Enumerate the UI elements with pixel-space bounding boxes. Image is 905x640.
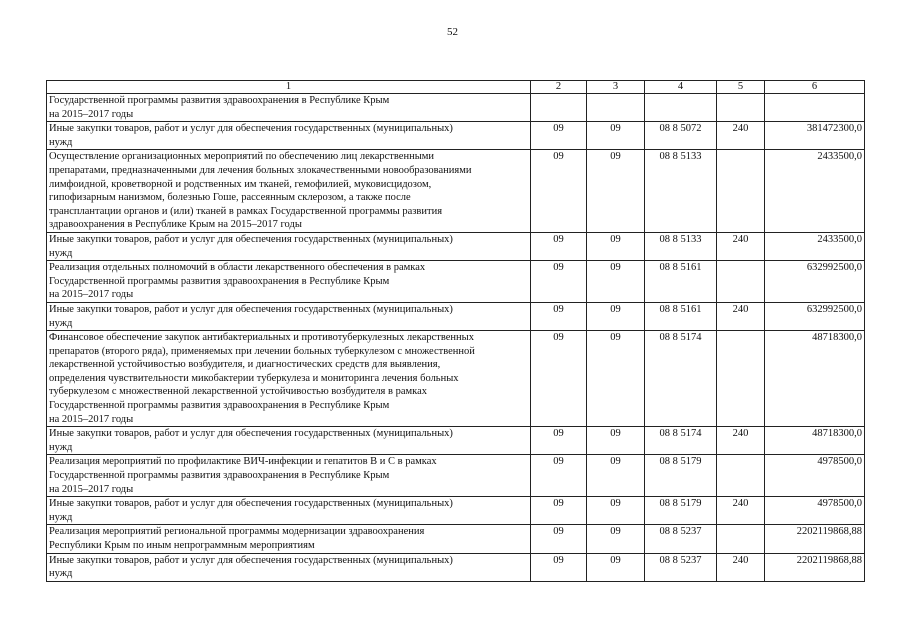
header-col-6: 6 — [765, 81, 865, 94]
row-subsection-cell: 09 — [587, 497, 645, 525]
row-name-cell: Осуществление организационных мероприятий по обеспечению лиц лекарственными препаратами, предназначенными для лечения больных злокачественными новообразованиями лимфоидной, кроветворной и родственных им тканей, гемофилией, муковисцидозом, гипофизарным нанизмом, болезнью Гоше, рассеянным склерозом, а также после трансплантации органов и (или) тканей в рамках Государственной программы развития здравоохранения в Республике Крым на 2015–2017 годы — [47, 150, 531, 233]
table-row — [47, 455, 865, 497]
row-name-cell: Иные закупки товаров, работ и услуг для обеспечения государственных (муниципальных) нужд — [47, 427, 531, 455]
row-name-cell: Иные закупки товаров, работ и услуг для обеспечения государственных (муниципальных) нужд — [47, 302, 531, 330]
row-amount-cell: 2202119868,88 — [765, 553, 865, 581]
row-amount-cell: 632992500,0 — [765, 302, 865, 330]
row-amount-cell: 48718300,0 — [765, 427, 865, 455]
row-subsection-cell: 09 — [587, 455, 645, 497]
row-subsection-cell: 09 — [587, 302, 645, 330]
row-type-cell — [717, 94, 765, 122]
row-section-cell: 09 — [531, 150, 587, 233]
row-amount-cell: 381472300,0 — [765, 122, 865, 150]
row-type-cell: 240 — [717, 497, 765, 525]
row-section-cell: 09 — [531, 525, 587, 553]
row-subsection-cell: 09 — [587, 553, 645, 581]
row-section-cell — [531, 94, 587, 122]
row-subsection-cell: 09 — [587, 122, 645, 150]
row-name-cell: Иные закупки товаров, работ и услуг для обеспечения государственных (муниципальных) нужд — [47, 232, 531, 260]
row-target-cell: 08 8 5237 — [645, 553, 717, 581]
row-subsection-cell: 09 — [587, 525, 645, 553]
table-row — [47, 302, 865, 330]
header-col-1: 1 — [47, 81, 531, 94]
row-target-cell: 08 8 5179 — [645, 455, 717, 497]
row-name-cell: Реализация отдельных полномочий в области лекарственного обеспечения в рамках Государственной программы развития здравоохранения в Республике Крым на 2015–2017 годы — [47, 261, 531, 303]
row-target-cell: 08 8 5161 — [645, 302, 717, 330]
row-section-cell: 09 — [531, 497, 587, 525]
header-col-3: 3 — [587, 81, 645, 94]
row-section-cell: 09 — [531, 232, 587, 260]
row-section-cell: 09 — [531, 553, 587, 581]
budget-table — [46, 80, 865, 582]
row-section-cell: 09 — [531, 427, 587, 455]
row-section-cell: 09 — [531, 455, 587, 497]
row-subsection-cell: 09 — [587, 331, 645, 427]
row-type-cell — [717, 150, 765, 233]
row-name-cell: Иные закупки товаров, работ и услуг для обеспечения государственных (муниципальных) нужд — [47, 497, 531, 525]
row-name-cell: Государственной программы развития здравоохранения в Республике Крым на 2015–2017 годы — [47, 94, 531, 122]
row-target-cell: 08 8 5179 — [645, 497, 717, 525]
row-target-cell — [645, 94, 717, 122]
row-target-cell: 08 8 5133 — [645, 150, 717, 233]
row-amount-cell: 2433500,0 — [765, 150, 865, 233]
row-type-cell: 240 — [717, 232, 765, 260]
header-col-4: 4 — [645, 81, 717, 94]
row-name-cell: Реализация мероприятий региональной программы модернизации здравоохранения Республики Крым по иным непрограммным мероприятиям — [47, 525, 531, 553]
row-subsection-cell: 09 — [587, 150, 645, 233]
row-type-cell: 240 — [717, 302, 765, 330]
table-row — [47, 232, 865, 260]
row-target-cell: 08 8 5174 — [645, 331, 717, 427]
table-row — [47, 94, 865, 122]
table-row — [47, 331, 865, 427]
table-row — [47, 525, 865, 553]
row-amount-cell: 2433500,0 — [765, 232, 865, 260]
table-row — [47, 553, 865, 581]
table-row — [47, 261, 865, 303]
row-subsection-cell: 09 — [587, 232, 645, 260]
row-target-cell: 08 8 5161 — [645, 261, 717, 303]
row-target-cell: 08 8 5174 — [645, 427, 717, 455]
page-number: 52 — [447, 26, 458, 38]
row-section-cell: 09 — [531, 122, 587, 150]
row-type-cell — [717, 331, 765, 427]
row-amount-cell: 4978500,0 — [765, 455, 865, 497]
row-type-cell — [717, 455, 765, 497]
header-col-2: 2 — [531, 81, 587, 94]
row-type-cell — [717, 261, 765, 303]
row-amount-cell — [765, 94, 865, 122]
row-name-cell: Иные закупки товаров, работ и услуг для обеспечения государственных (муниципальных) нужд — [47, 553, 531, 581]
row-subsection-cell — [587, 94, 645, 122]
row-subsection-cell: 09 — [587, 427, 645, 455]
table-row — [47, 427, 865, 455]
row-target-cell: 08 8 5072 — [645, 122, 717, 150]
header-row — [47, 81, 865, 94]
row-subsection-cell: 09 — [587, 261, 645, 303]
table-row — [47, 150, 865, 233]
row-name-cell: Финансовое обеспечение закупок антибактериальных и противотуберкулезных лекарственных препаратов (второго ряда), применяемых при лечении больных туберкулезом с множественной лекарственной устойчивостью возбудителя, и диагностических средств для выявления, определения чувствительности микобактерии туберкулеза и мониторинга лечения больных туберкулезом с множественной лекарственной устойчивостью возбудителя в рамках Государственной программы развития здравоохранения в Республике Крым на 2015–2017 годы — [47, 331, 531, 427]
header-col-5: 5 — [717, 81, 765, 94]
row-target-cell: 08 8 5237 — [645, 525, 717, 553]
row-name-cell: Иные закупки товаров, работ и услуг для обеспечения государственных (муниципальных) нужд — [47, 122, 531, 150]
row-section-cell: 09 — [531, 302, 587, 330]
row-target-cell: 08 8 5133 — [645, 232, 717, 260]
table-row — [47, 497, 865, 525]
table-body — [47, 94, 865, 582]
row-amount-cell: 48718300,0 — [765, 331, 865, 427]
row-type-cell — [717, 525, 765, 553]
row-type-cell: 240 — [717, 427, 765, 455]
row-name-cell: Реализация мероприятий по профилактике ВИЧ-инфекции и гепатитов В и С в рамках Государственной программы развития здравоохранения в Республике Крым на 2015–2017 годы — [47, 455, 531, 497]
row-type-cell: 240 — [717, 553, 765, 581]
table-row — [47, 122, 865, 150]
row-section-cell: 09 — [531, 261, 587, 303]
row-amount-cell: 632992500,0 — [765, 261, 865, 303]
row-section-cell: 09 — [531, 331, 587, 427]
row-amount-cell: 4978500,0 — [765, 497, 865, 525]
row-amount-cell: 2202119868,88 — [765, 525, 865, 553]
row-type-cell: 240 — [717, 122, 765, 150]
